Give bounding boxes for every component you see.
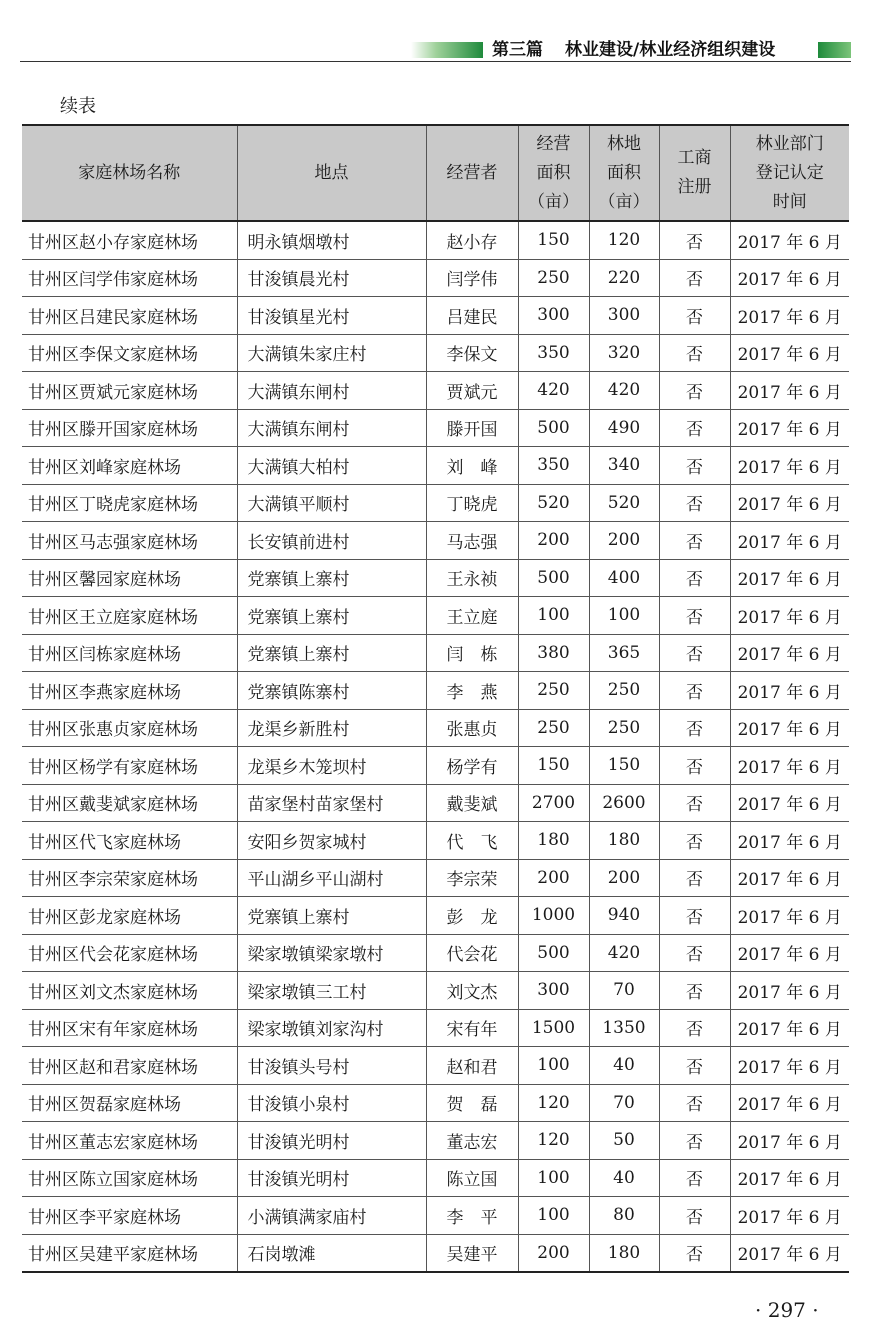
cell-operator: 赵和君	[426, 1047, 518, 1085]
cell-farm-name: 甘州区陈立国家庭林场	[22, 1159, 237, 1197]
cell-business-registration: 否	[659, 1047, 730, 1085]
header-part: 第三篇	[492, 40, 543, 60]
cell-location: 大满镇大柏村	[237, 447, 426, 485]
cell-forest-area: 420	[589, 934, 659, 972]
cell-forest-area: 70	[589, 1084, 659, 1122]
cell-location: 小满镇满家庙村	[237, 1197, 426, 1235]
cell-operator: 贾斌元	[426, 372, 518, 410]
cell-forest-area: 490	[589, 409, 659, 447]
table-row	[22, 1084, 849, 1122]
cell-registration-date: 2017 年 6 月	[730, 897, 849, 935]
cell-registration-date: 2017 年 6 月	[730, 447, 849, 485]
page-number: · 297 ·	[755, 1298, 819, 1322]
cell-business-registration: 否	[659, 972, 730, 1010]
cell-operator: 刘 峰	[426, 447, 518, 485]
cell-business-registration: 否	[659, 372, 730, 410]
cell-registration-date: 2017 年 6 月	[730, 859, 849, 897]
cell-registration-date: 2017 年 6 月	[730, 334, 849, 372]
cell-forest-area: 180	[589, 822, 659, 860]
header-operator: 经营者	[426, 125, 518, 221]
table-header-row	[22, 125, 849, 221]
cell-business-registration: 否	[659, 672, 730, 710]
cell-farm-name: 甘州区张惠贞家庭林场	[22, 709, 237, 747]
cell-operating-area: 500	[518, 409, 589, 447]
cell-operator: 戴斐斌	[426, 784, 518, 822]
cell-operator: 王永祯	[426, 559, 518, 597]
cell-operator: 李保文	[426, 334, 518, 372]
table-row	[22, 672, 849, 710]
cell-operating-area: 100	[518, 1047, 589, 1085]
cell-forest-area: 250	[589, 709, 659, 747]
table-row	[22, 747, 849, 785]
cell-location: 党寨镇上寨村	[237, 597, 426, 635]
cell-location: 石岗墩滩	[237, 1234, 426, 1272]
table-row	[22, 897, 849, 935]
table-row	[22, 259, 849, 297]
cell-farm-name: 甘州区赵小存家庭林场	[22, 221, 237, 259]
cell-farm-name: 甘州区贺磊家庭林场	[22, 1084, 237, 1122]
cell-forest-area: 80	[589, 1197, 659, 1235]
cell-forest-area: 40	[589, 1047, 659, 1085]
cell-business-registration: 否	[659, 934, 730, 972]
cell-operating-area: 300	[518, 972, 589, 1010]
cell-location: 苗家堡村苗家堡村	[237, 784, 426, 822]
cell-operator: 陈立国	[426, 1159, 518, 1197]
table-row	[22, 1009, 849, 1047]
cell-business-registration: 否	[659, 859, 730, 897]
table-row	[22, 559, 849, 597]
cell-business-registration: 否	[659, 221, 730, 259]
cell-registration-date: 2017 年 6 月	[730, 634, 849, 672]
cell-operator: 董志宏	[426, 1122, 518, 1160]
cell-operator: 吴建平	[426, 1234, 518, 1272]
table-row	[22, 972, 849, 1010]
cell-registration-date: 2017 年 6 月	[730, 1009, 849, 1047]
table-row	[22, 1047, 849, 1085]
cell-forest-area: 365	[589, 634, 659, 672]
cell-location: 甘浚镇头号村	[237, 1047, 426, 1085]
cell-forest-area: 100	[589, 597, 659, 635]
cell-operator: 彭 龙	[426, 897, 518, 935]
cell-business-registration: 否	[659, 1197, 730, 1235]
table-row	[22, 1122, 849, 1160]
cell-forest-area: 200	[589, 859, 659, 897]
cell-location: 大满镇东闸村	[237, 372, 426, 410]
cell-registration-date: 2017 年 6 月	[730, 597, 849, 635]
cell-farm-name: 甘州区闫栋家庭林场	[22, 634, 237, 672]
cell-registration-date: 2017 年 6 月	[730, 1234, 849, 1272]
cell-business-registration: 否	[659, 484, 730, 522]
page-header	[20, 0, 851, 62]
cell-forest-area: 420	[589, 372, 659, 410]
header-farm-name: 家庭林场名称	[22, 125, 237, 221]
cell-forest-area: 320	[589, 334, 659, 372]
cell-business-registration: 否	[659, 259, 730, 297]
cell-location: 梁家墩镇梁家墩村	[237, 934, 426, 972]
cell-registration-date: 2017 年 6 月	[730, 709, 849, 747]
cell-forest-area: 50	[589, 1122, 659, 1160]
cell-operating-area: 100	[518, 1197, 589, 1235]
continued-table-label: 续表	[60, 96, 96, 117]
cell-operating-area: 200	[518, 522, 589, 560]
cell-location: 大满镇朱家庄村	[237, 334, 426, 372]
cell-forest-area: 70	[589, 972, 659, 1010]
cell-operating-area: 420	[518, 372, 589, 410]
cell-operating-area: 1000	[518, 897, 589, 935]
cell-farm-name: 甘州区刘峰家庭林场	[22, 447, 237, 485]
cell-operating-area: 500	[518, 934, 589, 972]
cell-location: 长安镇前进村	[237, 522, 426, 560]
cell-operator: 代会花	[426, 934, 518, 972]
cell-registration-date: 2017 年 6 月	[730, 559, 849, 597]
header-forest-area: 林地 面积 （亩）	[589, 125, 659, 221]
cell-location: 梁家墩镇三工村	[237, 972, 426, 1010]
cell-location: 甘浚镇小泉村	[237, 1084, 426, 1122]
table-row	[22, 597, 849, 635]
cell-forest-area: 520	[589, 484, 659, 522]
header-title	[492, 38, 775, 62]
cell-forest-area: 400	[589, 559, 659, 597]
cell-operator: 代 飞	[426, 822, 518, 860]
header-operating-area: 经营 面积 （亩）	[518, 125, 589, 221]
cell-operating-area: 150	[518, 747, 589, 785]
cell-location: 龙渠乡新胜村	[237, 709, 426, 747]
header-divider	[20, 61, 851, 62]
cell-operating-area: 250	[518, 259, 589, 297]
cell-operating-area: 200	[518, 859, 589, 897]
cell-location: 大满镇东闸村	[237, 409, 426, 447]
cell-forest-area: 220	[589, 259, 659, 297]
cell-farm-name: 甘州区闫学伟家庭林场	[22, 259, 237, 297]
header-business-registration: 工商 注册	[659, 125, 730, 221]
cell-business-registration: 否	[659, 747, 730, 785]
cell-operator: 杨学有	[426, 747, 518, 785]
cell-operating-area: 300	[518, 297, 589, 335]
cell-operating-area: 250	[518, 672, 589, 710]
table-row	[22, 709, 849, 747]
cell-business-registration: 否	[659, 447, 730, 485]
cell-location: 党寨镇上寨村	[237, 897, 426, 935]
cell-location: 甘浚镇光明村	[237, 1159, 426, 1197]
cell-registration-date: 2017 年 6 月	[730, 784, 849, 822]
header-registration-date: 林业部门 登记认定 时间	[730, 125, 849, 221]
cell-registration-date: 2017 年 6 月	[730, 522, 849, 560]
cell-farm-name: 甘州区李宗荣家庭林场	[22, 859, 237, 897]
table-row	[22, 522, 849, 560]
cell-operating-area: 120	[518, 1122, 589, 1160]
cell-registration-date: 2017 年 6 月	[730, 484, 849, 522]
cell-farm-name: 甘州区代会花家庭林场	[22, 934, 237, 972]
cell-farm-name: 甘州区刘文杰家庭林场	[22, 972, 237, 1010]
cell-operating-area: 350	[518, 447, 589, 485]
header-location: 地点	[237, 125, 426, 221]
cell-registration-date: 2017 年 6 月	[730, 934, 849, 972]
cell-business-registration: 否	[659, 634, 730, 672]
cell-registration-date: 2017 年 6 月	[730, 297, 849, 335]
header-chapter: 林业建设/林业经济组织建设	[565, 40, 776, 60]
cell-location: 大满镇平顺村	[237, 484, 426, 522]
cell-registration-date: 2017 年 6 月	[730, 221, 849, 259]
table-row	[22, 484, 849, 522]
cell-farm-name: 甘州区吴建平家庭林场	[22, 1234, 237, 1272]
cell-location: 党寨镇上寨村	[237, 559, 426, 597]
table-row	[22, 221, 849, 259]
cell-location: 党寨镇上寨村	[237, 634, 426, 672]
cell-operating-area: 250	[518, 709, 589, 747]
cell-farm-name: 甘州区董志宏家庭林场	[22, 1122, 237, 1160]
cell-registration-date: 2017 年 6 月	[730, 1084, 849, 1122]
cell-business-registration: 否	[659, 597, 730, 635]
cell-forest-area: 120	[589, 221, 659, 259]
cell-location: 龙渠乡木笼坝村	[237, 747, 426, 785]
cell-farm-name: 甘州区馨园家庭林场	[22, 559, 237, 597]
cell-registration-date: 2017 年 6 月	[730, 259, 849, 297]
cell-business-registration: 否	[659, 1122, 730, 1160]
table-row	[22, 1197, 849, 1235]
cell-operator: 李 燕	[426, 672, 518, 710]
cell-operating-area: 150	[518, 221, 589, 259]
table-row	[22, 859, 849, 897]
cell-forest-area: 200	[589, 522, 659, 560]
cell-farm-name: 甘州区彭龙家庭林场	[22, 897, 237, 935]
cell-operating-area: 1500	[518, 1009, 589, 1047]
cell-business-registration: 否	[659, 1084, 730, 1122]
cell-registration-date: 2017 年 6 月	[730, 1197, 849, 1235]
cell-operator: 贺 磊	[426, 1084, 518, 1122]
cell-operating-area: 350	[518, 334, 589, 372]
cell-operator: 赵小存	[426, 221, 518, 259]
cell-operator: 刘文杰	[426, 972, 518, 1010]
cell-business-registration: 否	[659, 822, 730, 860]
cell-business-registration: 否	[659, 709, 730, 747]
cell-location: 甘浚镇光明村	[237, 1122, 426, 1160]
cell-operating-area: 180	[518, 822, 589, 860]
cell-operating-area: 100	[518, 597, 589, 635]
cell-farm-name: 甘州区代飞家庭林场	[22, 822, 237, 860]
cell-operating-area: 200	[518, 1234, 589, 1272]
cell-operating-area: 380	[518, 634, 589, 672]
cell-operating-area: 520	[518, 484, 589, 522]
header-green-bar-left	[411, 42, 483, 58]
table-row	[22, 784, 849, 822]
cell-operating-area: 100	[518, 1159, 589, 1197]
cell-forest-area: 940	[589, 897, 659, 935]
cell-registration-date: 2017 年 6 月	[730, 672, 849, 710]
cell-location: 梁家墩镇刘家沟村	[237, 1009, 426, 1047]
cell-forest-area: 2600	[589, 784, 659, 822]
table-row	[22, 634, 849, 672]
cell-forest-area: 180	[589, 1234, 659, 1272]
cell-registration-date: 2017 年 6 月	[730, 1047, 849, 1085]
cell-forest-area: 340	[589, 447, 659, 485]
cell-operator: 吕建民	[426, 297, 518, 335]
cell-farm-name: 甘州区丁晓虎家庭林场	[22, 484, 237, 522]
cell-forest-area: 250	[589, 672, 659, 710]
table-body	[22, 221, 849, 1272]
cell-business-registration: 否	[659, 897, 730, 935]
cell-registration-date: 2017 年 6 月	[730, 822, 849, 860]
table-row	[22, 372, 849, 410]
cell-registration-date: 2017 年 6 月	[730, 747, 849, 785]
cell-business-registration: 否	[659, 334, 730, 372]
cell-operator: 滕开国	[426, 409, 518, 447]
table-row	[22, 297, 849, 335]
cell-farm-name: 甘州区李燕家庭林场	[22, 672, 237, 710]
cell-registration-date: 2017 年 6 月	[730, 1122, 849, 1160]
cell-forest-area: 150	[589, 747, 659, 785]
cell-location: 安阳乡贺家城村	[237, 822, 426, 860]
family-forest-farm-table	[22, 124, 849, 1273]
cell-forest-area: 300	[589, 297, 659, 335]
cell-business-registration: 否	[659, 1009, 730, 1047]
cell-operator: 闫学伟	[426, 259, 518, 297]
table-row	[22, 934, 849, 972]
cell-operator: 王立庭	[426, 597, 518, 635]
table-row	[22, 822, 849, 860]
cell-registration-date: 2017 年 6 月	[730, 372, 849, 410]
cell-operating-area: 500	[518, 559, 589, 597]
cell-operator: 李宗荣	[426, 859, 518, 897]
cell-business-registration: 否	[659, 1159, 730, 1197]
table-row	[22, 1159, 849, 1197]
cell-farm-name: 甘州区贾斌元家庭林场	[22, 372, 237, 410]
cell-farm-name: 甘州区赵和君家庭林场	[22, 1047, 237, 1085]
cell-operator: 丁晓虎	[426, 484, 518, 522]
cell-registration-date: 2017 年 6 月	[730, 409, 849, 447]
cell-business-registration: 否	[659, 409, 730, 447]
cell-business-registration: 否	[659, 522, 730, 560]
cell-operating-area: 120	[518, 1084, 589, 1122]
table-row	[22, 409, 849, 447]
cell-location: 平山湖乡平山湖村	[237, 859, 426, 897]
table-row	[22, 447, 849, 485]
cell-business-registration: 否	[659, 297, 730, 335]
cell-farm-name: 甘州区李保文家庭林场	[22, 334, 237, 372]
cell-operator: 李 平	[426, 1197, 518, 1235]
cell-operator: 张惠贞	[426, 709, 518, 747]
cell-registration-date: 2017 年 6 月	[730, 1159, 849, 1197]
cell-operating-area: 2700	[518, 784, 589, 822]
cell-farm-name: 甘州区吕建民家庭林场	[22, 297, 237, 335]
cell-business-registration: 否	[659, 784, 730, 822]
cell-farm-name: 甘州区滕开国家庭林场	[22, 409, 237, 447]
cell-farm-name: 甘州区王立庭家庭林场	[22, 597, 237, 635]
cell-forest-area: 1350	[589, 1009, 659, 1047]
cell-registration-date: 2017 年 6 月	[730, 972, 849, 1010]
cell-operator: 马志强	[426, 522, 518, 560]
cell-farm-name: 甘州区戴斐斌家庭林场	[22, 784, 237, 822]
cell-farm-name: 甘州区马志强家庭林场	[22, 522, 237, 560]
cell-location: 明永镇烟墩村	[237, 221, 426, 259]
cell-operator: 闫 栋	[426, 634, 518, 672]
cell-location: 甘浚镇星光村	[237, 297, 426, 335]
header-green-bar-right	[818, 42, 851, 58]
cell-location: 党寨镇陈寨村	[237, 672, 426, 710]
cell-business-registration: 否	[659, 559, 730, 597]
table-row	[22, 334, 849, 372]
cell-location: 甘浚镇晨光村	[237, 259, 426, 297]
cell-farm-name: 甘州区李平家庭林场	[22, 1197, 237, 1235]
cell-forest-area: 40	[589, 1159, 659, 1197]
cell-business-registration: 否	[659, 1234, 730, 1272]
cell-farm-name: 甘州区杨学有家庭林场	[22, 747, 237, 785]
table-row	[22, 1234, 849, 1272]
cell-operator: 宋有年	[426, 1009, 518, 1047]
cell-farm-name: 甘州区宋有年家庭林场	[22, 1009, 237, 1047]
